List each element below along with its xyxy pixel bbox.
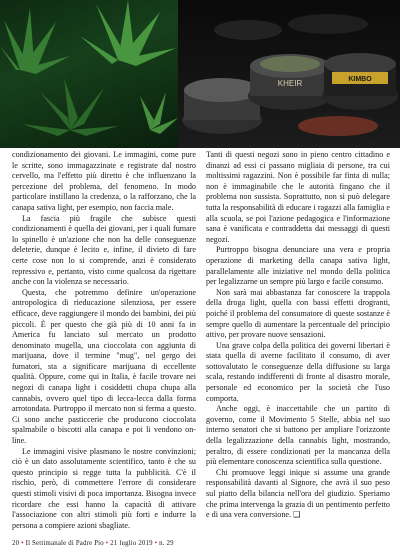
cannabis-leaves-image xyxy=(0,0,178,148)
article-column-left xyxy=(12,150,196,531)
jar-label-1: KHEIR xyxy=(277,79,303,88)
issue-date: 21 luglio 2019 xyxy=(110,540,153,547)
article-column-right xyxy=(206,150,390,521)
paragraph: Purtroppo bisogna denunciare una vera e propria operazione di marketing della canapa sativa light, parallelamente alle iniziative nel mondo della politica per legalizzarne un sempre più largo e facile consumo. xyxy=(206,245,390,287)
paragraph: Tanti di questi negozi sono in pieno centro cittadino e dinanzi ad essi ci passano migliaia di persone, tra cui moltissimi ragazzini. Non è possibile far finta di nulla; non è immaginabile che le autorità fingano che il problema non sussista. Soprattutto, non si può delegare tutta la responsabilità di educare i ragazzi alla famiglia e alla scuola, se poi l'azione pedagogica e l'informazione sana è vanificata e contraddetta dai messaggi di questi negozi. xyxy=(206,150,390,244)
paragraph-last xyxy=(206,468,390,521)
issue-number: n. 29 xyxy=(159,540,174,547)
page-footer: 20 • Il Settimanale di Padre Pio • 21 luglio 2019 • n. 29 xyxy=(12,540,174,547)
paragraph: Questa, che potremmo definire un'operazione antropologica di rieducazione silenziosa, per essere efficace, deve raggiungere il mondo dei bambini, dei più piccoli. È per questo che già più di 10 anni fa in America fu lanciato sul mercato un prodotto denominato mugella, una cioccolata con aggiunta di marijuana, dove il termine "mug", nel gergo dei fumatori, sta a significare marijuana di eccellente qualità. Oppure, come qui in Italia, è facile trovare nei negozi di canapa light i cosiddetti chupa chupa alla cannabis, ovvero quel tipo di lecca-lecca dalla forma arrotondata. Purtroppo il mercato non si ferma a questo. Ci sono anche pasticcerie che producono cioccolata spalmabile o biscotti alla canapa e poi li vendono on-line. xyxy=(12,287,196,446)
page-number: 20 xyxy=(12,540,20,547)
paragraph: Le immagini visive plasmano le nostre convinzioni; ciò è un dato assolutamente scientifico, tanto è che su questo principio si regge tutta la pubblicità. C'è il rischio, però, di commettere l'errore di considerare questi stimoli visivi di poca importanza. Bisogna invece ricordare che essi hanno la capacità di attivare l'associazione con altri stimoli più forti e indurre la persona a compiere azioni sbagliate. xyxy=(12,446,196,530)
paragraph: Non sarà mai abbastanza far conoscere la trappola della droga light, quella con bassi effetti drogranti, poiché il problema del consumatore di queste sostanze è sempre quello di aumentare la percentuale del principio attivo, per provare nuove sensazioni. xyxy=(206,287,390,340)
article-photo xyxy=(0,0,400,148)
paragraph: La fascia più fragile che subisce questi condizionamenti è quella dei giovani, per i quali fumare lo spinello è un'azione che non ha delle conseguenze deleterie, dunque è lecito e, infine, il divieto di fare certe cose non lo si comprende, anzi è considerato repressivo e, pertanto, visto come qualcosa da rigettare anche con la violenza se necessario. xyxy=(12,213,196,287)
jar-label-2: KIMBO xyxy=(348,76,372,83)
paragraph: Una grave colpa della politica dei governi libertari è stata quella di averne facilitato il consumo, di aver sottovalutato le conseguenze della diffusione su larga scala, restando indifferenti di fronte al disastro morale, personale ed economico per la società che l'uso comporta. xyxy=(206,340,390,403)
product-jars-image xyxy=(178,0,400,148)
paragraph: condizionamento dei giovani. Le immagini, come pure le scritte, sono immagazzinate e registrate dal nostro cervello, ma l'effetto più diretto è che influenzano la percezione del problema, del fenomeno. In modo particolare instillano la credenza, o la rafforzano, che la canapa sativa light, per esempio, non faccia male. xyxy=(12,150,196,212)
publication-name: Il Settimanale di Padre Pio xyxy=(25,540,104,547)
paragraph-text: Chi promuove leggi inique si assume una grande responsabilità davanti al Signore, che avrà il suo peso sul piatto della bilancia nell'ora del giudizio. Speriamo che prima intervenga la grazia di un pentimento perfetto e di una vera conversione. xyxy=(206,467,390,520)
paragraph: Anche oggi, è inaccettabile che un partito di governo, come il Movimento 5 Stelle, abbia nel suo interno senatori che si battono per ampliare l'orizzonte della legalizzazione della cannabis light, mostrando, peraltro, di essere condizionati per la mancanza della più elementare conoscenza scientifica sulla questione. xyxy=(206,404,390,467)
end-mark-icon: ❑ xyxy=(293,510,301,520)
